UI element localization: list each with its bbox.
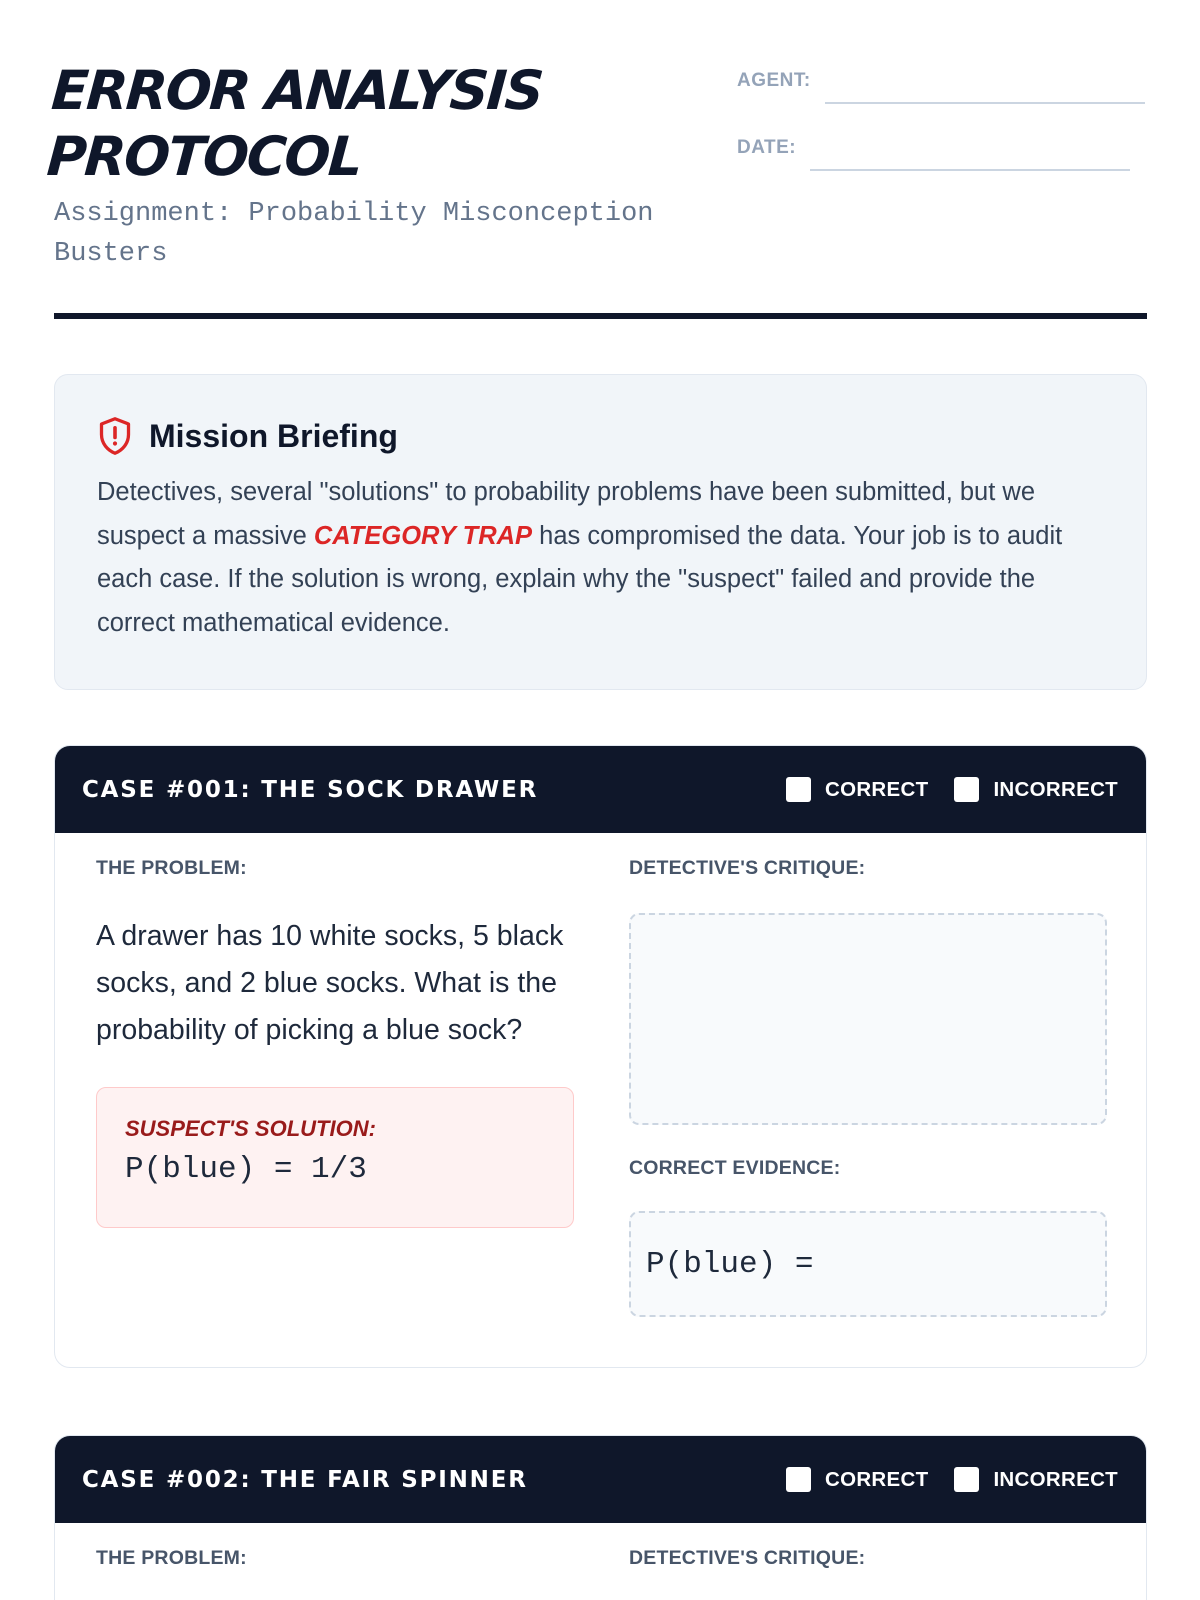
problem-label: THE PROBLEM: — [96, 1547, 247, 1569]
page-title-line-2: PROTOCOL — [44, 125, 364, 188]
case-card-002 — [54, 1435, 1147, 1600]
correct-checkbox[interactable] — [786, 777, 811, 802]
evidence-input[interactable] — [629, 1211, 1107, 1317]
critique-column — [629, 1547, 1107, 1570]
incorrect-option[interactable] — [954, 1467, 1118, 1492]
incorrect-option[interactable] — [954, 777, 1118, 802]
critique-label: DETECTIVE'S CRITIQUE: — [629, 1547, 866, 1569]
date-field[interactable] — [810, 133, 1130, 171]
suspect-solution-equation: P(blue) = 1/3 — [125, 1152, 367, 1187]
correct-label: CORRECT — [824, 777, 929, 801]
case-header-bar — [55, 746, 1146, 833]
problem-text: A drawer has 10 white socks, 5 black socks, and 2 blue socks. What is the probability of picking a blue sock? — [96, 920, 564, 1046]
problem-column — [96, 1547, 574, 1570]
category-trap-highlight: CATEGORY TRAP — [313, 521, 533, 550]
briefing-title: Mission Briefing — [149, 417, 398, 454]
incorrect-checkbox[interactable] — [954, 777, 979, 802]
briefing-text-start: Detectives, several "solutions" to probability problems have been submitted, but we suspect a massive — [97, 478, 1036, 550]
critique-column — [629, 857, 1107, 1317]
header-divider — [54, 313, 1147, 319]
date-label: DATE: — [737, 137, 797, 158]
critique-label: DETECTIVE'S CRITIQUE: — [629, 857, 866, 879]
correct-option[interactable] — [786, 777, 928, 802]
problem-label: THE PROBLEM: — [96, 857, 247, 879]
briefing-heading — [97, 413, 1106, 459]
suspect-solution-box — [96, 1087, 574, 1228]
page-title-line-1: ERROR ANALYSIS — [49, 59, 545, 122]
case-card-001 — [54, 745, 1147, 1368]
incorrect-label: INCORRECT — [993, 1467, 1118, 1491]
briefing-text-end: has compromised the data. Your job is to audit each case. If the solution is wrong, explain why the "suspect" failed and provide the correct mathematical evidence. — [97, 521, 1063, 637]
shield-alert-icon — [97, 416, 133, 456]
evidence-label: CORRECT EVIDENCE: — [629, 1157, 841, 1179]
agent-label: AGENT: — [737, 70, 811, 91]
problem-column — [96, 857, 574, 1228]
worksheet-page — [44, 0, 1147, 1569]
verdict-checkboxes — [760, 1467, 1118, 1492]
agent-field[interactable] — [825, 66, 1145, 104]
incorrect-checkbox[interactable] — [954, 1467, 979, 1492]
briefing-text — [97, 471, 1106, 645]
page-title — [45, 58, 544, 190]
suspect-solution-label: SUSPECT'S SOLUTION: — [125, 1116, 376, 1141]
date-field-row — [737, 133, 1130, 171]
case-title: CASE #001: THE SOCK DRAWER — [82, 776, 539, 803]
worksheet-header — [44, 0, 1147, 322]
evidence-prefix: P(blue) = — [646, 1246, 814, 1282]
case-title: CASE #002: THE FAIR SPINNER — [82, 1466, 528, 1493]
assignment-subtitle: Assignment: Probability Misconception Busters — [54, 199, 654, 269]
agent-field-row — [737, 66, 1145, 104]
correct-option[interactable] — [786, 1467, 928, 1492]
case-header-bar — [55, 1436, 1146, 1523]
critique-input[interactable] — [629, 913, 1107, 1125]
correct-checkbox[interactable] — [786, 1467, 811, 1492]
mission-briefing — [54, 374, 1147, 690]
verdict-checkboxes — [760, 777, 1118, 802]
incorrect-label: INCORRECT — [993, 777, 1118, 801]
correct-label: CORRECT — [824, 1467, 929, 1491]
